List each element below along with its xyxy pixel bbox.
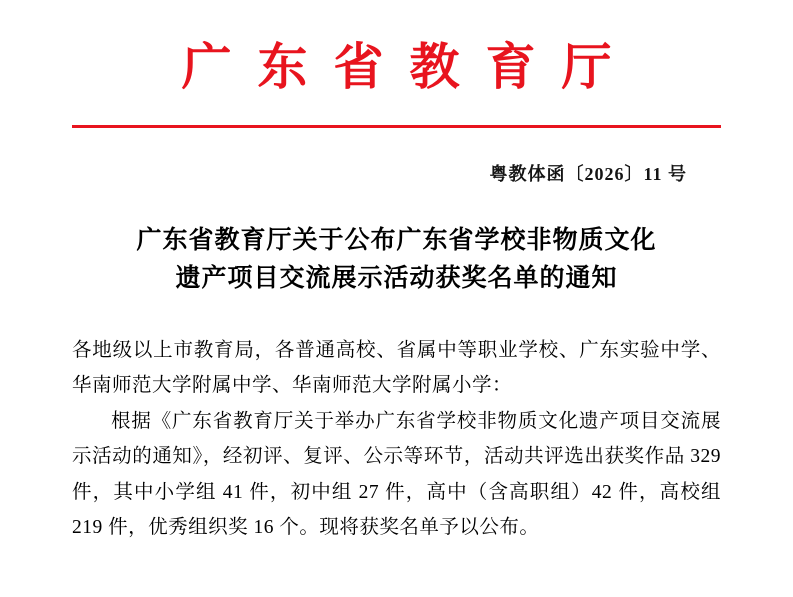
red-divider-rule: [72, 125, 721, 128]
letterhead: [72, 0, 721, 128]
document-number: 粤教体函〔2026〕11 号: [489, 163, 687, 184]
issuing-authority-title: 广东省教育厅: [181, 37, 638, 96]
paragraph-main: 根据《广东省教育厅关于举办广东省学校非物质文化遗产项目交流展示活动的通知》，经初评、复评、公示等环节，活动共评选出获奖作品 329 件，其中小学组 41 件，初中组 27 件，高中（含高职组）42 件，高校组 219 件，优秀组织奖 16 个。现将获奖名单予以公布。: [72, 410, 721, 539]
page-title: [72, 222, 721, 300]
document-body: [72, 333, 721, 546]
page-title-line-1: 广东省教育厅关于公布广东省学校非物质文化: [136, 226, 657, 254]
paragraph-recipients: 各地级以上市教育局，各普通高校、省属中等职业学校、广东实验中学、华南师范大学附属中学、华南师范大学附属小学：: [72, 340, 721, 397]
page-title-line-2: 遗产项目交流展示活动获奖名单的通知: [175, 265, 618, 293]
